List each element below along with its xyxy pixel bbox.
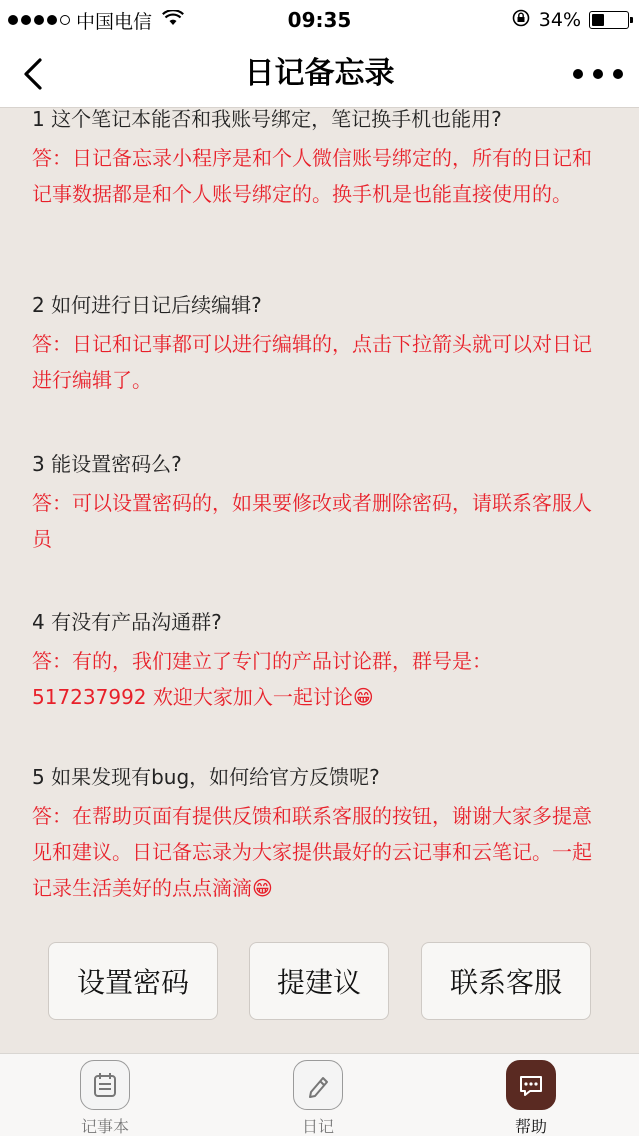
faq-item <box>32 288 602 398</box>
faq-question: 5 如果发现有bug，如何给官方反馈呢? <box>32 765 380 789</box>
tab-bar <box>0 1053 639 1136</box>
faq-answer: 答：有的，我们建立了专门的产品讨论群，群号是：517237992 欢迎大家加入一起讨论😁 <box>32 649 492 709</box>
suggest-button[interactable]: 提建议 <box>249 942 389 1020</box>
faq-content[interactable] <box>0 108 639 1053</box>
faq-question: 4 有没有产品沟通群? <box>32 610 222 634</box>
tab-label: 记事本 <box>80 1117 129 1136</box>
faq-item <box>32 447 602 557</box>
more-dot-icon <box>613 69 623 79</box>
nav-bar <box>0 40 639 108</box>
tab-label: 帮助 <box>514 1117 547 1136</box>
tab-help[interactable] <box>481 1060 581 1136</box>
battery-icon <box>589 11 629 29</box>
faq-item <box>32 760 602 906</box>
contact-service-button[interactable]: 联系客服 <box>421 942 591 1020</box>
page-title: 日记备忘录 <box>244 56 395 91</box>
chat-help-icon <box>506 1060 556 1110</box>
more-dot-icon <box>593 69 603 79</box>
notebook-icon <box>80 1060 130 1110</box>
faq-answer: 答：日记备忘录小程序是和个人微信账号绑定的，所有的日记和记事数据都是和个人账号绑定的。换手机是也能直接使用的。 <box>32 146 592 206</box>
faq-answer: 答：可以设置密码的，如果要修改或者删除密码，请联系客服人员 <box>32 491 592 551</box>
tab-label: 日记 <box>301 1117 334 1136</box>
faq-question: 2 如何进行日记后续编辑? <box>32 293 262 317</box>
faq-question: 3 能设置密码么? <box>32 452 182 476</box>
faq-item <box>32 605 602 715</box>
faq-question: 1 这个笔记本能否和我账号绑定，笔记换手机也能用? <box>32 108 502 131</box>
status-right <box>511 0 629 40</box>
battery-fill <box>592 14 604 26</box>
set-password-button[interactable]: 设置密码 <box>48 942 218 1020</box>
faq-item <box>32 108 602 212</box>
tab-notebook[interactable] <box>55 1060 155 1136</box>
more-button[interactable] <box>573 60 623 88</box>
pencil-icon <box>293 1060 343 1110</box>
rotation-lock-icon <box>511 8 531 33</box>
status-bar <box>0 0 639 40</box>
carrier-label: 中国电信 <box>76 10 153 33</box>
tab-diary[interactable] <box>268 1060 368 1136</box>
battery-percent: 34% <box>538 9 581 31</box>
status-time: 09:35 <box>287 8 352 32</box>
faq-answer: 答：日记和记事都可以进行编辑的，点击下拉箭头就可以对日记进行编辑了。 <box>32 332 592 392</box>
faq-answer: 答：在帮助页面有提供反馈和联系客服的按钮，谢谢大家多提意见和建议。日记备忘录为大家提供最好的云记事和云笔记。一起记录生活美好的点点滴滴😁 <box>32 804 592 900</box>
more-dot-icon <box>573 69 583 79</box>
